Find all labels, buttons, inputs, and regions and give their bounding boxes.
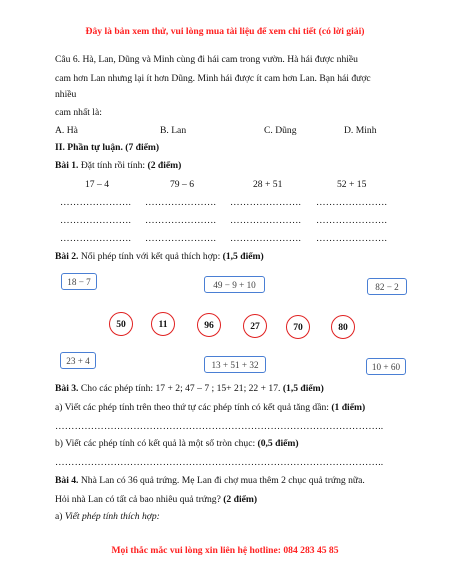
answer-dots: …………………. — [145, 197, 217, 208]
answer-dots: …………………. — [230, 197, 302, 208]
bai3-heading: Bài 3. Cho các phép tính: 17 + 2; 47 – 7 ; 15+ 21; 22 + 17. (1,5 điểm) — [55, 383, 324, 394]
q6-option-d: D. Minh — [344, 125, 377, 136]
expr-box-13-plus-51-plus-32: 13 + 51 + 32 — [204, 356, 266, 373]
expr-box-49-minus-9-plus-10: 49 − 9 + 10 — [204, 276, 265, 293]
bai2-heading: Bài 2. Nối phép tính với kết quả thích hợp: (1,5 điểm) — [55, 251, 264, 262]
result-circle-80: 80 — [331, 315, 355, 339]
q6-line-3: nhiều — [55, 89, 77, 100]
answer-dots: …………………. — [145, 233, 217, 244]
answer-dots: …………………. — [316, 233, 388, 244]
expr-box-10-plus-60: 10 + 60 — [366, 358, 406, 375]
answer-dots: …………………. — [60, 197, 132, 208]
expr-box-18-minus-7: 18 − 7 — [61, 273, 97, 290]
expr-box-82-minus-2: 82 − 2 — [367, 278, 407, 295]
bai1-expr-3: 28 + 51 — [253, 179, 283, 190]
hotline-notice: Mọi thắc mắc vui lòng xin liên hệ hotline: 084 283 45 85 — [111, 545, 339, 556]
bai3-part-b: b) Viết các phép tính có kết quả là một số tròn chục: (0,5 điểm) — [55, 438, 299, 449]
bai1-expr-2: 79 – 6 — [170, 179, 194, 190]
bai4-part-a: a) Viết phép tính thích hợp: — [55, 511, 160, 522]
answer-dots: …………………. — [60, 215, 132, 226]
q6-option-a: A. Hà — [55, 125, 78, 136]
answer-line: ……………………………………………………………………………………….. — [55, 421, 384, 432]
bai1-heading: Bài 1. Đặt tính rồi tính: (2 điểm) — [55, 160, 182, 171]
result-circle-96: 96 — [197, 313, 221, 337]
answer-dots: …………………. — [230, 233, 302, 244]
bai1-expr-4: 52 + 15 — [337, 179, 367, 190]
q6-option-c: C. Dũng — [264, 125, 297, 136]
answer-line: ……………………………………………………………………………………….. — [55, 457, 384, 468]
q6-line-2: cam hơn Lan nhưng lại ít hơn Dũng. Minh hái được ít cam hơn Lan. Bạn hái được — [55, 73, 371, 84]
preview-notice: Đây là bản xem thử, vui lòng mua tài liệu để xem chi tiết (có lời giải) — [85, 26, 365, 37]
answer-dots: …………………. — [230, 215, 302, 226]
result-circle-70: 70 — [286, 315, 310, 339]
answer-dots: …………………. — [316, 215, 388, 226]
answer-dots: …………………. — [316, 197, 388, 208]
bai4-line-1: Bài 4. Nhà Lan có 36 quả trứng. Mẹ Lan đi chợ mua thêm 2 chục quả trứng nữa. — [55, 475, 365, 486]
q6-line-4: cam nhất là: — [55, 107, 102, 118]
answer-dots: …………………. — [145, 215, 217, 226]
expr-box-23-plus-4: 23 + 4 — [60, 352, 96, 369]
bai1-expr-1: 17 – 4 — [85, 179, 109, 190]
result-circle-27: 27 — [243, 314, 267, 338]
answer-dots: …………………. — [60, 233, 132, 244]
bai4-line-2: Hỏi nhà Lan có tất cả bao nhiêu quả trứng? (2 điểm) — [55, 494, 258, 505]
q6-line-1: Câu 6. Hà, Lan, Dũng và Minh cùng đi hái cam trong vườn. Hà hái được nhiều — [55, 54, 358, 65]
result-circle-50: 50 — [109, 312, 133, 336]
result-circle-11: 11 — [151, 312, 175, 336]
part2-title: II. Phần tự luận. (7 điểm) — [55, 142, 160, 153]
q6-option-b: B. Lan — [160, 125, 187, 136]
bai3-part-a: a) Viết các phép tính trên theo thứ tự các phép tính có kết quả tăng dần: (1 điểm) — [55, 402, 366, 413]
